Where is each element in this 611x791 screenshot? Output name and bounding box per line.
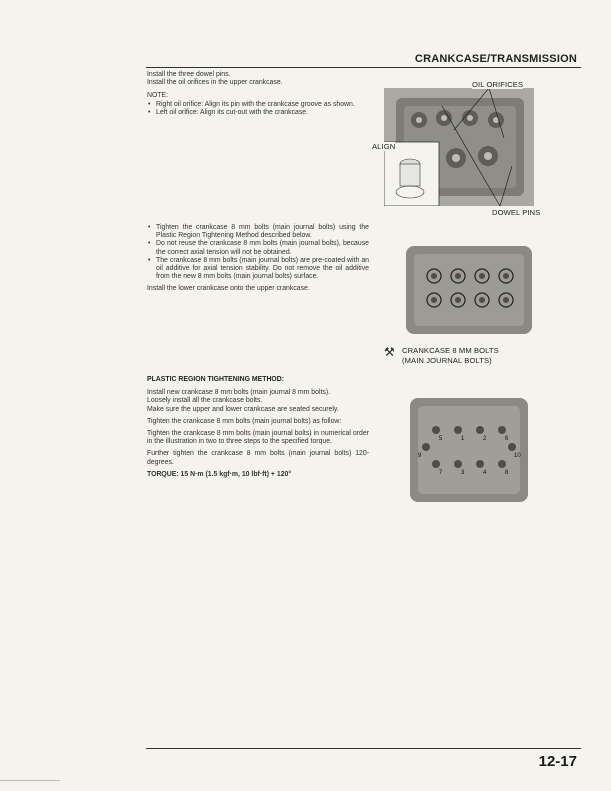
crankcase-photo-illustration	[384, 88, 534, 206]
label-oil-orifices: OIL ORIFICES	[472, 80, 524, 89]
note-item: • Right oil orifice: Align its pin with the crankcase groove as shown.	[147, 101, 369, 109]
page-number: 12-17	[538, 753, 577, 770]
bolt-bullet: • Do not reuse the crankcase 8 mm bolts (main journal bolts), because the correct axial tension will not be obtained.	[147, 240, 369, 256]
note-list	[147, 101, 369, 117]
label-crankcase-bolts: CRANKCASE 8 MM BOLTS	[402, 346, 499, 355]
note-item: • Left oil orifice: Align its cut-out with the crankcase.	[147, 109, 369, 117]
section-plastic-region	[147, 376, 369, 479]
bolt-bullet: • The crankcase 8 mm bolts (main journal bolts) are pre-coated with an oil additive for axial tension stability. Do not remove the oil additive from the new 8 mm bolts (main journal bolts) surface.	[147, 257, 369, 282]
method-heading: PLASTIC REGION TIGHTENING METHOD:	[147, 376, 285, 383]
bolt-number: 6	[505, 436, 509, 442]
section-install-dowel	[147, 71, 369, 117]
bolt-number: 7	[439, 470, 443, 476]
figure-lower-crankcase	[398, 240, 538, 340]
bolt-number: 10	[514, 453, 521, 459]
method-step-6: Further tighten the crankcase 8 mm bolts (main journal bolts) 120-degrees.	[147, 450, 369, 466]
bolt-bullet: • Tighten the crankcase 8 mm bolts (main journal bolts) using the Plastic Region Tightening Method described below.	[147, 224, 369, 240]
bolt-number: 2	[483, 436, 487, 442]
method-step-4: Tighten the crankcase 8 mm bolts (main journal bolts) as follow:	[147, 417, 342, 425]
label-dowel-pins: DOWEL PINS	[492, 208, 541, 217]
label-align: ALIGN	[372, 142, 396, 151]
bolt-bullet-list	[147, 224, 369, 281]
method-step-5: Tighten the crankcase 8 mm bolts (main journal bolts) in numerical order in the illustration in two to three steps to the specified torque.	[147, 430, 369, 446]
figure-upper-crankcase	[384, 88, 534, 206]
method-step-1: Install new crankcase 8 mm bolts (main journal 8 mm bolts).	[147, 389, 331, 397]
footer-rule	[146, 748, 581, 749]
method-step-3: Make sure the upper and lower crankcase are seated securely.	[147, 405, 339, 413]
bolt-number: 9	[418, 453, 422, 459]
bolt-number: 8	[505, 470, 509, 476]
header-rule	[146, 67, 581, 68]
text-install-lower: Install the lower crankcase onto the upper crankcase.	[147, 285, 310, 293]
section-bolt-notes	[147, 224, 369, 294]
label-main-journal-bolts: (MAIN JOURNAL BOLTS)	[402, 356, 492, 365]
method-step-2: Loosely install all the crankcase bolts.	[147, 397, 263, 405]
bolt-number: 5	[439, 436, 443, 442]
bolt-number: 4	[483, 470, 487, 476]
text-install-orifices: Install the oil orifices in the upper crankcase.	[147, 79, 283, 87]
bolt-sequence-illustration	[404, 390, 534, 510]
scan-edge	[0, 780, 60, 791]
wrench-icon: ⚒	[384, 345, 395, 359]
torque-spec: TORQUE: 15 N·m (1.5 kgf·m, 10 lbf·ft) + 120°	[147, 470, 292, 478]
lower-crankcase-illustration	[398, 240, 538, 340]
text-install-dowel: Install the three dowel pins.	[147, 71, 231, 78]
section-title: CRANKCASE/TRANSMISSION	[414, 53, 577, 65]
figure-bolt-sequence	[404, 390, 534, 510]
note-label: NOTE:	[147, 92, 169, 100]
bolt-number: 3	[461, 470, 465, 476]
bolt-number: 1	[461, 436, 465, 442]
